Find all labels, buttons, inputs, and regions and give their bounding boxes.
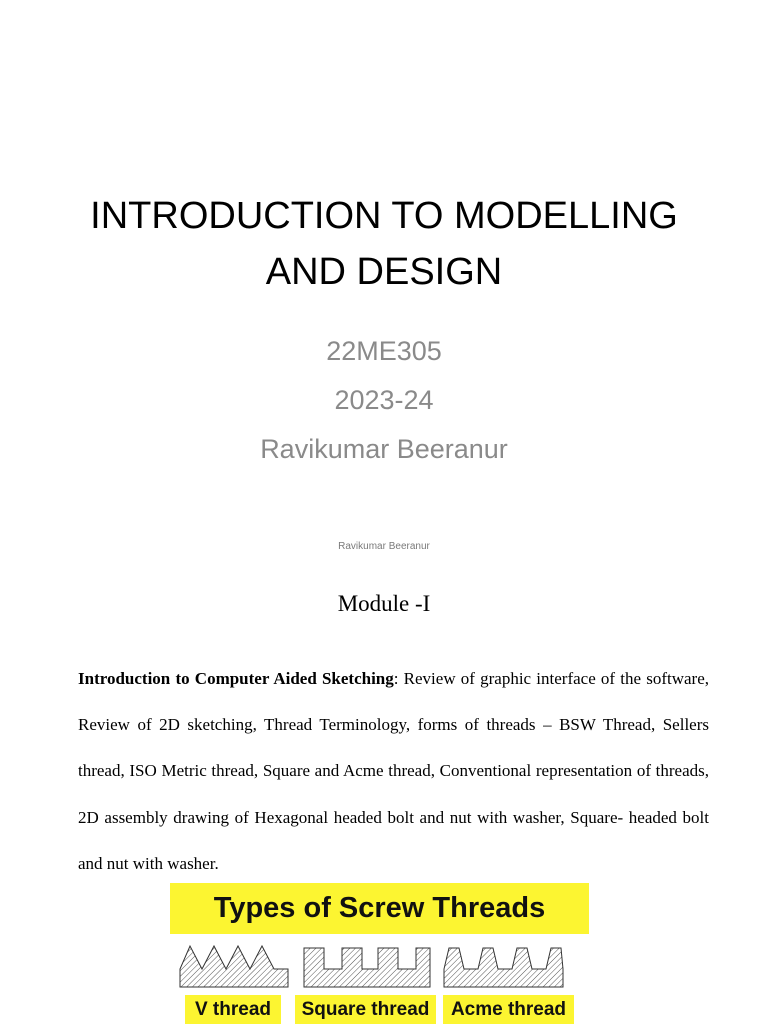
v-thread-profile <box>180 946 288 987</box>
label-v-thread: V thread <box>185 995 281 1024</box>
slide-title-line-1: INTRODUCTION TO MODELLING <box>90 195 678 237</box>
slide-title-line-2: AND DESIGN <box>265 251 503 293</box>
thread-profiles-drawing <box>170 941 589 991</box>
module-lead: Introduction to Computer Aided Sketching <box>78 669 394 688</box>
academic-year: 2023-24 <box>334 385 434 415</box>
author-name: Ravikumar Beeranur <box>260 434 508 464</box>
module-heading: Module -I <box>337 591 431 616</box>
screw-threads-figure <box>170 883 589 1024</box>
figure-title: Types of Screw Threads <box>170 883 589 934</box>
slide-footer: Ravikumar Beeranur <box>338 541 430 552</box>
course-code: 22ME305 <box>326 336 442 366</box>
slide-subtitle <box>0 327 768 474</box>
square-thread-profile <box>304 948 430 987</box>
module-description <box>78 656 709 887</box>
label-square-thread: Square thread <box>295 995 436 1024</box>
slide-title <box>0 188 768 300</box>
label-acme-thread: Acme thread <box>443 995 574 1024</box>
acme-thread-profile <box>444 948 563 987</box>
module-body: : Review of graphic interface of the software, Review of 2D sketching, Thread Terminology, forms of threads – BSW Thread, Sellers thread, ISO Metric thread, Square and Acme thread, Conventional representation of threads, 2D assembly drawing of Hexagonal headed bolt and nut with washer, Square- headed bolt and nut with washer. <box>78 669 709 873</box>
